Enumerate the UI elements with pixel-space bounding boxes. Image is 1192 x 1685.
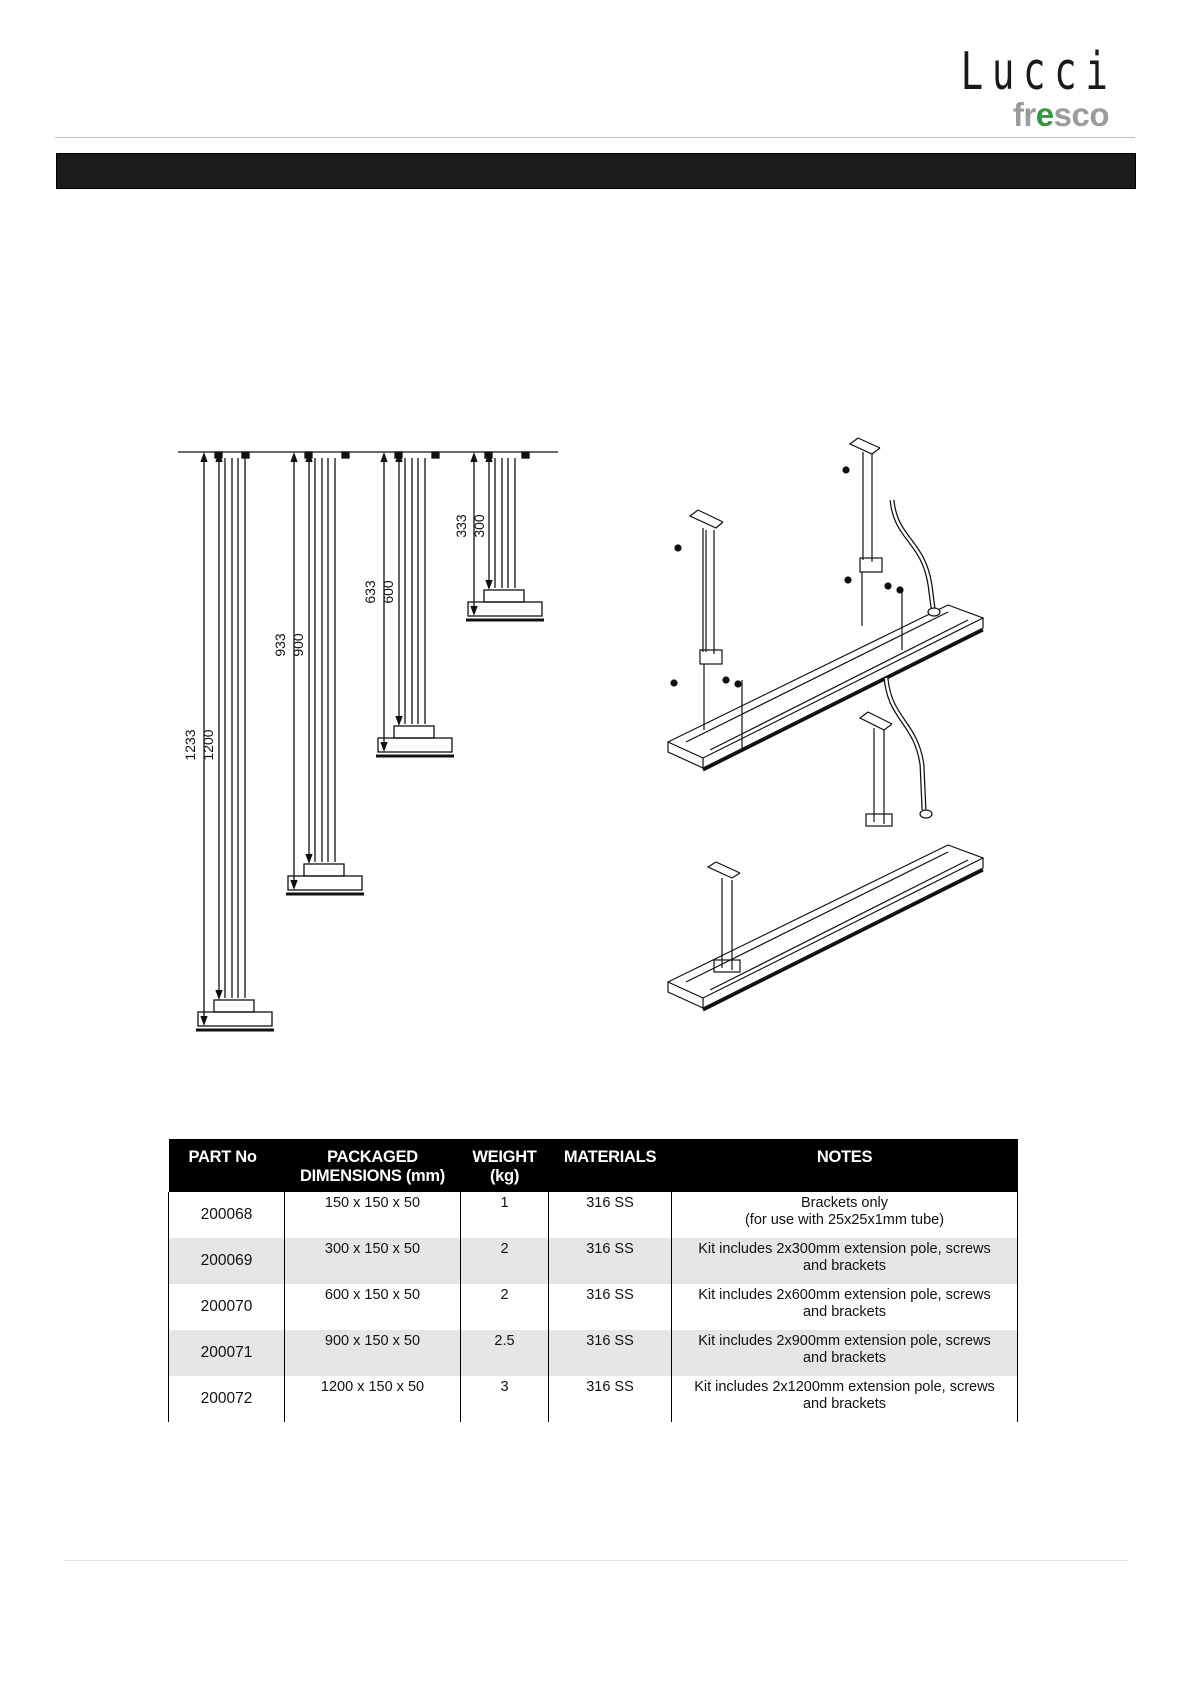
header-notes: NOTES bbox=[672, 1139, 1018, 1192]
cell-part: 200071 bbox=[169, 1330, 285, 1376]
cell-dims: 150 x 150 x 50 bbox=[285, 1192, 461, 1238]
dim-overall-2: 933 bbox=[272, 633, 288, 657]
cell-dims: 300 x 150 x 50 bbox=[285, 1238, 461, 1284]
cell-part: 200068 bbox=[169, 1192, 285, 1238]
cell-weight: 1 bbox=[461, 1192, 549, 1238]
table-row bbox=[169, 1238, 1018, 1284]
logo-wordmark: Lucci bbox=[961, 42, 1117, 102]
dim-pole-4: 300 bbox=[471, 514, 487, 538]
isometric-assembly-drawing bbox=[648, 430, 1018, 1030]
cell-material: 316 SS bbox=[549, 1376, 672, 1422]
table-header-row bbox=[169, 1139, 1018, 1192]
assembly-600 bbox=[362, 452, 454, 756]
cell-weight: 2 bbox=[461, 1284, 549, 1330]
spec-table bbox=[168, 1139, 1018, 1422]
dim-pole-1: 1200 bbox=[200, 729, 216, 761]
dim-overall-1: 1233 bbox=[182, 729, 198, 761]
cell-notes: Kit includes 2x300mm extension pole, screws and brackets bbox=[672, 1238, 1018, 1284]
cell-weight: 3 bbox=[461, 1376, 549, 1422]
cell-dims: 1200 x 150 x 50 bbox=[285, 1376, 461, 1422]
table-row bbox=[169, 1330, 1018, 1376]
assembly-900 bbox=[272, 452, 364, 894]
cell-part: 200069 bbox=[169, 1238, 285, 1284]
brand-logo bbox=[961, 42, 1125, 133]
table-row bbox=[169, 1284, 1018, 1330]
exploded-view bbox=[668, 438, 983, 770]
assembly-300 bbox=[453, 452, 544, 620]
cell-material: 316 SS bbox=[549, 1330, 672, 1376]
cell-weight: 2.5 bbox=[461, 1330, 549, 1376]
header-materials: MATERIALS bbox=[549, 1139, 672, 1192]
cell-notes: Kit includes 2x1200mm extension pole, screws and brackets bbox=[672, 1376, 1018, 1422]
cell-notes: Kit includes 2x900mm extension pole, screws and brackets bbox=[672, 1330, 1018, 1376]
dim-pole-3: 600 bbox=[380, 580, 396, 604]
cell-dims: 900 x 150 x 50 bbox=[285, 1330, 461, 1376]
header-divider bbox=[55, 137, 1135, 138]
header-dimensions: PACKAGED DIMENSIONS (mm) bbox=[285, 1139, 461, 1192]
footer-divider bbox=[64, 1560, 1128, 1561]
cell-weight: 2 bbox=[461, 1238, 549, 1284]
cell-part: 200072 bbox=[169, 1376, 285, 1422]
cell-notes: Kit includes 2x600mm extension pole, screws and brackets bbox=[672, 1284, 1018, 1330]
cell-part: 200070 bbox=[169, 1284, 285, 1330]
header-weight: WEIGHT (kg) bbox=[461, 1139, 549, 1192]
header-part-no: PART No bbox=[169, 1139, 285, 1192]
section-banner bbox=[56, 153, 1136, 189]
cell-material: 316 SS bbox=[549, 1192, 672, 1238]
assembly-1200 bbox=[182, 452, 274, 1030]
dim-overall-3: 633 bbox=[362, 580, 378, 604]
cell-notes: Brackets only (for use with 25x25x1mm tube) bbox=[672, 1192, 1018, 1238]
dim-overall-4: 333 bbox=[453, 514, 469, 538]
cell-dims: 600 x 150 x 50 bbox=[285, 1284, 461, 1330]
table-row bbox=[169, 1192, 1018, 1238]
logo-subbrand: fresco bbox=[1012, 96, 1109, 133]
side-elevation-drawing bbox=[170, 440, 570, 1040]
cell-material: 316 SS bbox=[549, 1238, 672, 1284]
table-row bbox=[169, 1376, 1018, 1422]
cell-material: 316 SS bbox=[549, 1284, 672, 1330]
dim-pole-2: 900 bbox=[290, 633, 306, 657]
